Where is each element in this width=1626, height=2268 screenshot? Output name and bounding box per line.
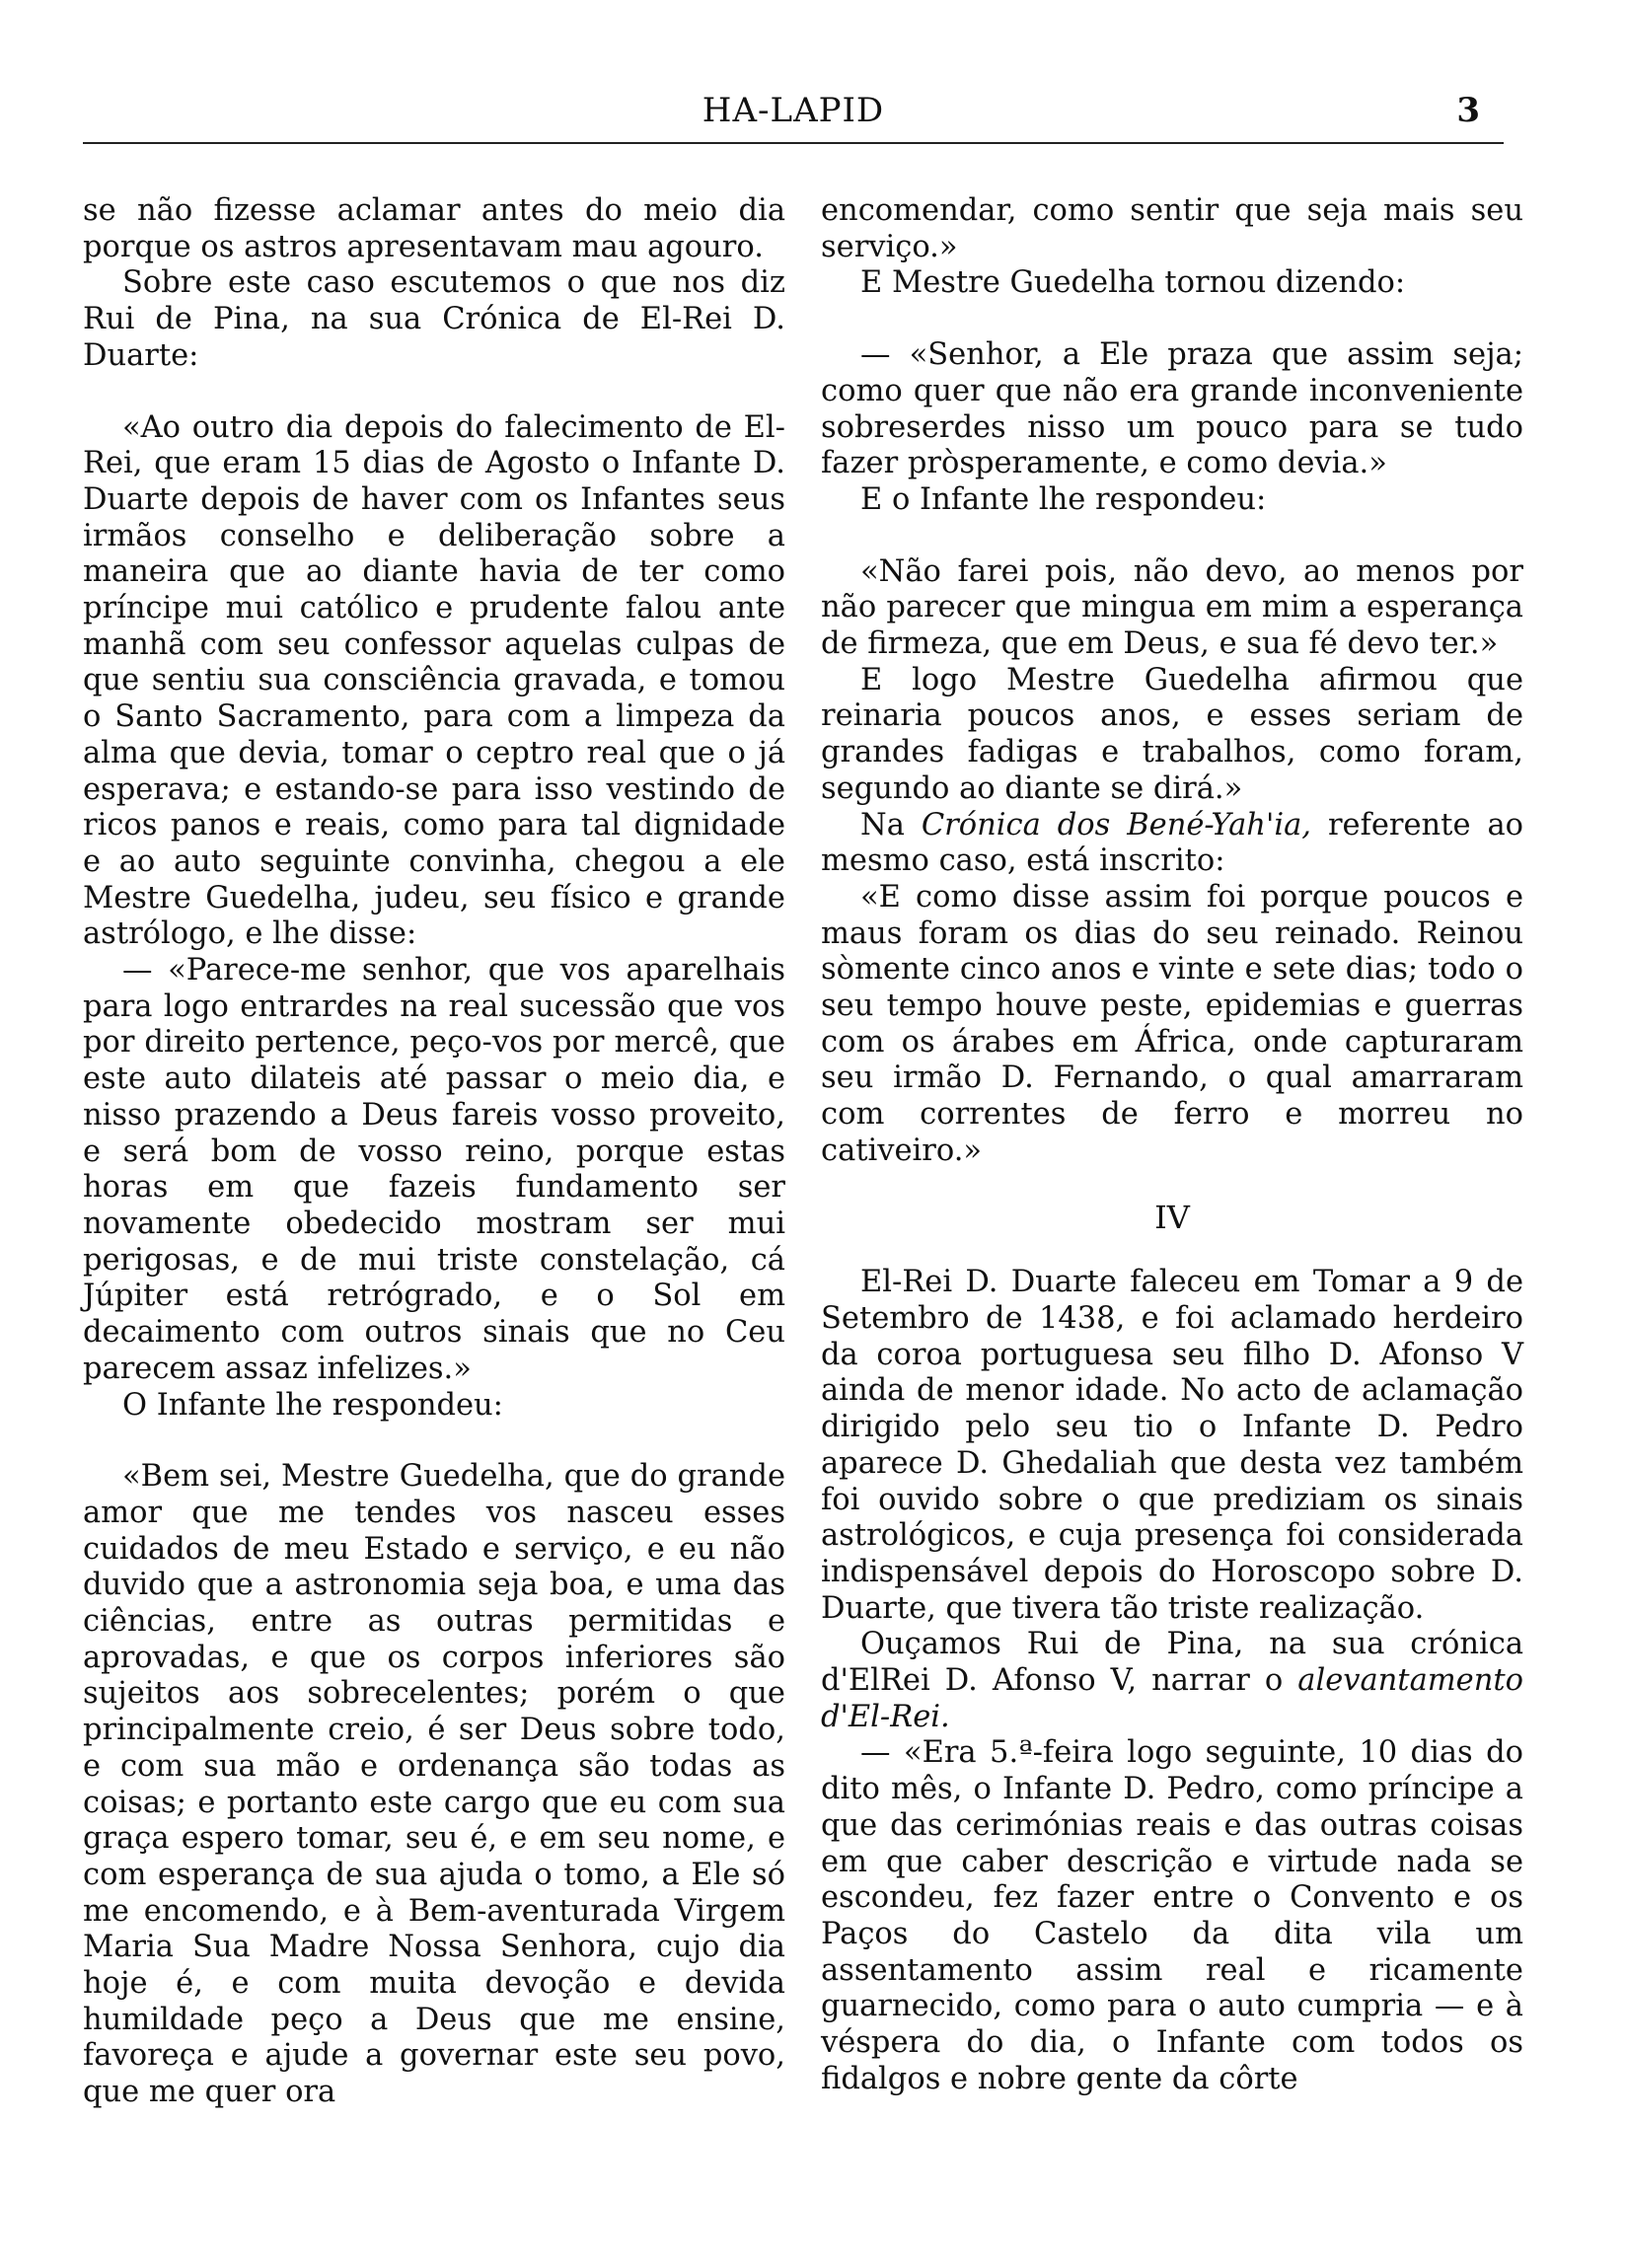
paragraph: — «Era 5.ª-feira logo seguinte, 10 dias do dito mês, o Infante D. Pedro, como príncipe a que das cerimónias reais e das outras coisas em que caber descrição e virtude nada se escondeu, fez fazer entre o Convento e os Paços do Castelo da dita vila um assentamento assim real e ricamente guarnecido, como para o auto cumpria — e à véspera do dia, o Infante com todos os fidalgos e nobre gente da côrte (821, 1735, 1523, 2096)
paragraph: — «Senhor, a Ele praza que assim seja; como quer que não era grande inconveniente sobreserdes nisso um pouco para se tudo fazer pròsperamente, e como devia.» (821, 337, 1523, 481)
left-column (83, 193, 785, 2111)
paragraph: — «Parece-me senhor, que vos aparelhais para logo entrardes na real sucessão que vos por direito pertence, peço-vos por mercê, que este auto dilateis até passar o meio dia, e nisso prazendo a Deus fareis vosso proveito, e será bom de vosso reino, porque estas horas em que fazeis fundamento ser novamente obedecido mostram ser mui perigosas, e de mui triste constelação, cá Júpiter está retrógrado, e o Sol em decaimento com outros sinais que no Ceu parecem assaz infelizes.» (83, 953, 785, 1386)
paragraph: «Bem sei, Mestre Guedelha, que do grande amor que me tendes vos nasceu esses cuidados de meu Estado e serviço, e eu não duvido que a astronomia seja boa, e uma das ciências, entre as outras permitidas e aprovadas, e que os corpos inferiores são sujeitos aos sobrecelentes; porém o que principalmente creio, é ser Deus sobre todo, e com sua mão e ordenança são todas as coisas; e portanto este cargo que eu com sua graça espero tomar, seu é, e em seu nome, e com esperança de sua ajuda o tomo, a Ele só me encomendo, e à Bem-aventurada Virgem Maria Sua Madre Nossa Senhora, cujo dia hoje é, e com muita devoção e devida humildade peço a Deus que me ensine, favoreça e ajude a governar este seu povo, que me quer ora (83, 1459, 785, 2110)
italic-phrase: alevantamento d'El-Rei. (821, 1663, 1523, 1734)
paragraph: Sobre este caso escutemos o que nos diz Rui de Pina, na sua Crónica de El-Rei D. Duarte: (83, 265, 785, 373)
paragraph (821, 808, 1523, 880)
text-run: referente ao mesmo caso, está inscrito: (821, 807, 1523, 879)
journal-title: HA-LAPID (702, 91, 885, 130)
paragraph: E logo Mestre Guedelha afirmou que reinaria poucos anos, e esses seriam de grandes fadigas e trabalhos, como foram, segundo ao diante se dirá.» (821, 662, 1523, 806)
paragraph: encomendar, como sentir que seja mais seu serviço.» (821, 193, 1523, 264)
paragraph: O Infante lhe respondeu: (122, 1387, 503, 1423)
paragraph: El-Rei D. Duarte faleceu em Tomar a 9 de Setembro de 1438, e foi aclamado herdeiro da coroa portuguesa seu filho D. Afonso V ainda de menor idade. No acto de aclamação dirigido pelo seu tio o Infante D. Pedro aparece D. Ghedaliah que desta vez também foi ouvido sobre o que prediziam os sinais astrológicos, e cuja presença foi considerada indispensável depois do Horoscopo sobre D. Duarte, que tivera tão triste realização. (821, 1265, 1523, 1626)
paragraph: «Não farei pois, não devo, ao menos por não parecer que mingua em mim a esperança de firmeza, que em Deus, e sua fé devo ter.» (821, 553, 1523, 662)
text-run: Ouçamos Rui de Pina, na sua crónica d'ElRei D. Afonso V, narrar o (821, 1627, 1523, 1699)
text-run: Na (860, 807, 922, 842)
paragraph: «E como disse assim foi porque poucos e maus foram os dias do seu reinado. Reinou sòmente cinco anos e vinte e sete dias; todo o seu tempo houve peste, epidemias e guerras com os árabes em África, onde capturaram seu irmão D. Fernando, o qual amarraram com correntes de ferro e morreu no cativeiro.» (821, 879, 1523, 1168)
right-column (821, 193, 1523, 2097)
page-number: 3 (1456, 91, 1480, 130)
chronicle-title: Crónica dos Bené-Yah'ia, (921, 807, 1311, 842)
paragraph: se não fizesse aclamar antes do meio dia porque os astros apresentavam mau agouro. (83, 193, 785, 264)
paragraph: E o Infante lhe respondeu: (860, 481, 1267, 517)
section-heading: IV (1154, 1198, 1190, 1236)
paragraph: E Mestre Guedelha tornou dizendo: (860, 265, 1406, 301)
paragraph: «Ao outro dia depois do falecimento de El-Rei, que eram 15 dias de Agosto o Infante D. Duarte depois de haver com os Infantes seus irmãos conselho e deliberação sobre a maneira que ao diante havia de ter como príncipe mui católico e prudente falou ante manhã com seu confessor aquelas culpas de que sentiu sua consciência gravada, e tomou o Santo Sacramento, para com a limpeza da alma que devia, tomar o ceptro real que o já esperava; e estando-se para isso vestindo de ricos panos e reais, como para tal dignidade e ao auto seguinte convinha, chegou a ele Mestre Guedelha, judeu, seu físico e grande astrólogo, e lhe disse: (83, 409, 785, 952)
paragraph (821, 1627, 1523, 1735)
page-header (83, 87, 1504, 144)
